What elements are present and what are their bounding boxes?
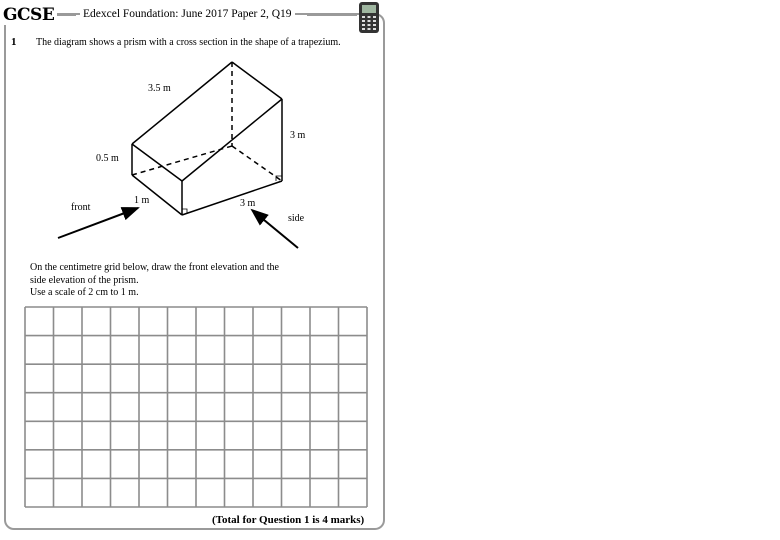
question-text: The diagram shows a prism with a cross section in the shape of a trapezium.: [36, 37, 341, 48]
prism-edge-slope-top: [132, 62, 232, 144]
label-height-right: 3 m: [290, 130, 306, 141]
gcse-logo: GCSE: [3, 5, 57, 25]
header-title: Edexcel Foundation: June 2017 Paper 2, Q19: [80, 8, 295, 20]
label-front-view: front: [71, 202, 91, 213]
instruction-line: Use a scale of 2 cm to 1 m.: [30, 287, 139, 298]
instruction-line: side elevation of the prism.: [30, 274, 139, 286]
prism-hidden-edge-right: [232, 146, 282, 181]
total-marks: (Total for Question 1 is 4 marks): [212, 514, 365, 526]
label-side-length: 3 m: [240, 198, 256, 209]
label-height-left: 0.5 m: [96, 153, 119, 164]
instructions: [30, 262, 279, 300]
label-front-width: 1 m: [134, 195, 150, 206]
label-side-view: side: [288, 213, 305, 224]
question-number: 1: [11, 36, 17, 48]
instruction-line: On the centimetre grid below, draw the front elevation and the: [30, 262, 279, 273]
label-top-length: 3.5 m: [148, 83, 171, 94]
front-view-arrow: [58, 208, 138, 238]
prism-edge-bottom-front-right: [182, 181, 282, 215]
prism-hidden-edge-left: [132, 146, 232, 175]
prism-edge-front-top: [132, 144, 182, 181]
centimetre-grid: [24, 306, 368, 508]
prism-edge-top-back: [232, 62, 282, 99]
